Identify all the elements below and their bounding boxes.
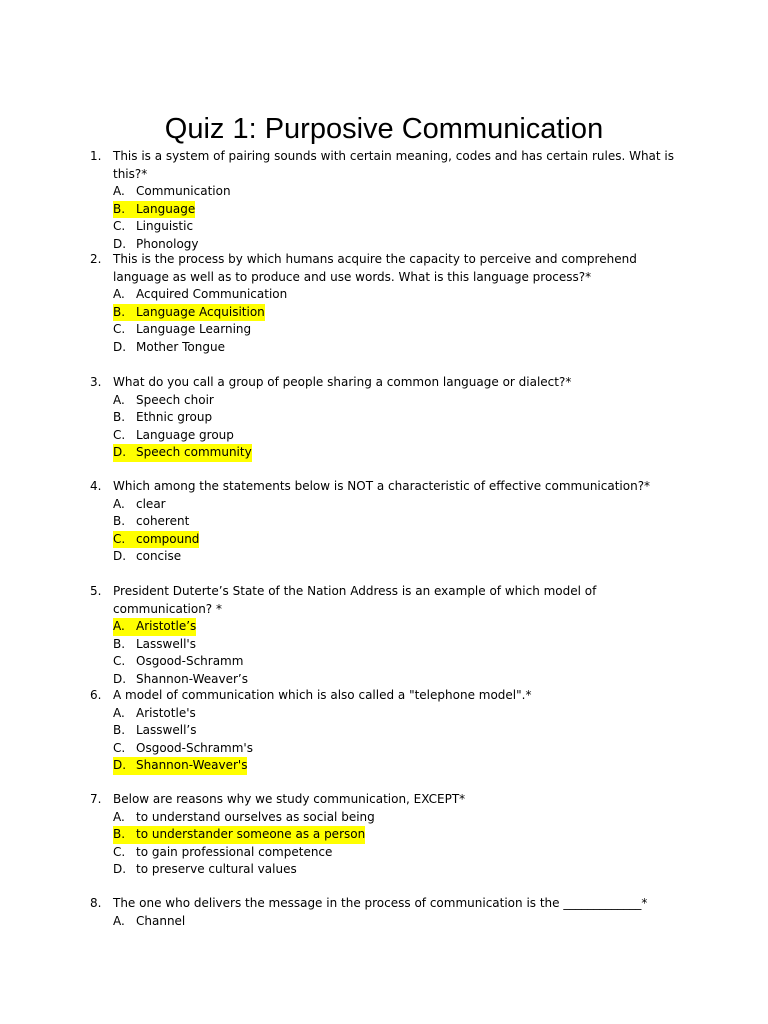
option-letter: A. [113, 496, 125, 511]
option-letter: B. [113, 636, 126, 651]
answer-option [90, 722, 680, 740]
answer-option [90, 705, 680, 723]
option-letter: A. [113, 287, 125, 301]
option-letter: D. [113, 757, 136, 775]
answer-option [90, 809, 680, 827]
option-letter: A. [113, 184, 125, 198]
answer-option [90, 339, 680, 357]
question-3 [90, 374, 680, 462]
option-list [90, 809, 680, 879]
option-text: Language Learning [136, 322, 252, 336]
question-number: 1. [90, 149, 102, 163]
option-list [90, 913, 680, 931]
option-letter: A. [113, 392, 125, 407]
option-text: to understander someone as a person [136, 826, 365, 844]
option-letter: D. [113, 339, 127, 354]
option-text: to preserve cultural values [136, 862, 297, 876]
question-number: 3. [90, 375, 102, 389]
option-list [90, 705, 680, 775]
answer-option [90, 409, 680, 427]
question-stem [90, 583, 680, 618]
option-list [90, 392, 680, 462]
option-text: Osgood-Schramm [136, 654, 244, 668]
option-text: Aristotle’s [136, 618, 196, 636]
option-text: to gain professional competence [136, 844, 333, 859]
question-6 [90, 687, 680, 775]
answer-option [90, 183, 680, 201]
answer-option [90, 392, 680, 410]
answer-option-highlighted [90, 304, 680, 322]
question-number: 4. [90, 479, 102, 493]
option-text: Shannon-Weaver's [136, 757, 247, 775]
question-8 [90, 895, 680, 930]
option-letter: D. [113, 671, 127, 686]
option-letter: B. [113, 304, 136, 322]
question-stem [90, 374, 680, 392]
answer-option [90, 671, 680, 689]
option-text: Language [136, 201, 195, 219]
option-letter: B. [113, 723, 126, 737]
answer-option-highlighted [90, 531, 680, 549]
answer-option-highlighted [90, 757, 680, 775]
question-stem [90, 687, 680, 705]
answer-option [90, 844, 680, 862]
option-letter: C. [113, 531, 136, 549]
question-text: Below are reasons why we study communication, EXCEPT* [113, 792, 466, 806]
option-letter: C. [113, 740, 126, 755]
answer-option-highlighted [90, 826, 680, 844]
question-7 [90, 791, 680, 879]
option-list [90, 618, 680, 688]
question-text: The one who delivers the message in the process of communication is the _____________* [113, 896, 648, 910]
answer-option [90, 218, 680, 236]
option-letter: C. [113, 654, 126, 668]
answer-option [90, 740, 680, 758]
question-5 [90, 583, 680, 688]
question-stem [90, 251, 680, 286]
question-text: Which among the statements below is NOT a characteristic of effective communication?* [113, 479, 651, 493]
option-letter: C. [113, 322, 126, 336]
answer-option [90, 427, 680, 445]
option-letter: B. [113, 514, 126, 528]
option-text: Language group [136, 427, 234, 442]
question-text: President Duterte’s State of the Nation Address is an example of which model of communication? * [113, 584, 597, 616]
option-letter: D. [113, 236, 127, 251]
option-letter: B. [113, 201, 136, 219]
option-list [90, 183, 680, 253]
question-text: A model of communication which is also called a "telephone model".* [113, 688, 532, 702]
question-1 [90, 148, 680, 253]
option-text: Mother Tongue [136, 339, 225, 354]
answer-option [90, 913, 680, 931]
option-letter: C. [113, 427, 126, 442]
option-letter: A. [113, 913, 125, 928]
option-text: Lasswell's [136, 636, 196, 651]
option-text: Osgood-Schramm's [136, 740, 253, 755]
option-text: clear [136, 496, 166, 511]
answer-option [90, 548, 680, 566]
option-text: Lasswell’s [136, 723, 197, 737]
option-text: to understand ourselves as social being [136, 809, 375, 824]
option-text: Aristotle's [136, 705, 196, 720]
question-2 [90, 251, 680, 356]
question-stem [90, 148, 680, 183]
question-stem [90, 791, 680, 809]
answer-option-highlighted [90, 618, 680, 636]
question-stem [90, 478, 680, 496]
answer-option-highlighted [90, 444, 680, 462]
option-letter: D. [113, 549, 127, 563]
option-letter: B. [113, 410, 126, 424]
answer-option [90, 653, 680, 671]
question-stem [90, 895, 680, 913]
answer-option [90, 636, 680, 654]
option-letter: C. [113, 219, 126, 233]
option-text: Phonology [136, 236, 199, 251]
question-number: 2. [90, 252, 102, 266]
answer-option [90, 321, 680, 339]
option-letter: D. [113, 862, 127, 876]
answer-option [90, 286, 680, 304]
page-title: Quiz 1: Purposive Communication [164, 113, 604, 146]
option-letter: C. [113, 844, 126, 859]
option-text: Communication [136, 184, 231, 198]
option-letter: A. [113, 809, 125, 824]
option-text: compound [136, 531, 199, 549]
answer-option-highlighted [90, 201, 680, 219]
option-letter: A. [113, 705, 125, 720]
option-list [90, 496, 680, 566]
option-text: Speech choir [136, 392, 214, 407]
answer-option [90, 861, 680, 879]
question-number: 5. [90, 584, 102, 598]
question-number: 6. [90, 688, 102, 702]
option-text: coherent [136, 514, 190, 528]
option-letter: B. [113, 826, 136, 844]
question-4 [90, 478, 680, 566]
question-number: 8. [90, 896, 102, 910]
question-text: What do you call a group of people sharing a common language or dialect?* [113, 375, 572, 389]
option-list [90, 286, 680, 356]
option-text: Acquired Communication [136, 287, 288, 301]
option-text: concise [136, 549, 182, 563]
option-text: Language Acquisition [136, 304, 265, 322]
option-text: Linguistic [136, 219, 194, 233]
question-number: 7. [90, 792, 102, 806]
question-text: This is the process by which humans acquire the capacity to perceive and comprehend language as well as to produce and use words. What is this language process?* [113, 252, 637, 284]
option-text: Channel [136, 913, 186, 928]
option-letter: A. [113, 618, 136, 636]
answer-option [90, 496, 680, 514]
option-text: Ethnic group [136, 410, 213, 424]
option-text: Shannon-Weaver’s [136, 671, 248, 686]
option-letter: D. [113, 444, 136, 462]
answer-option [90, 513, 680, 531]
option-text: Speech community [136, 444, 252, 462]
question-text: This is a system of pairing sounds with certain meaning, codes and has certain rules. What is this?* [113, 149, 675, 181]
